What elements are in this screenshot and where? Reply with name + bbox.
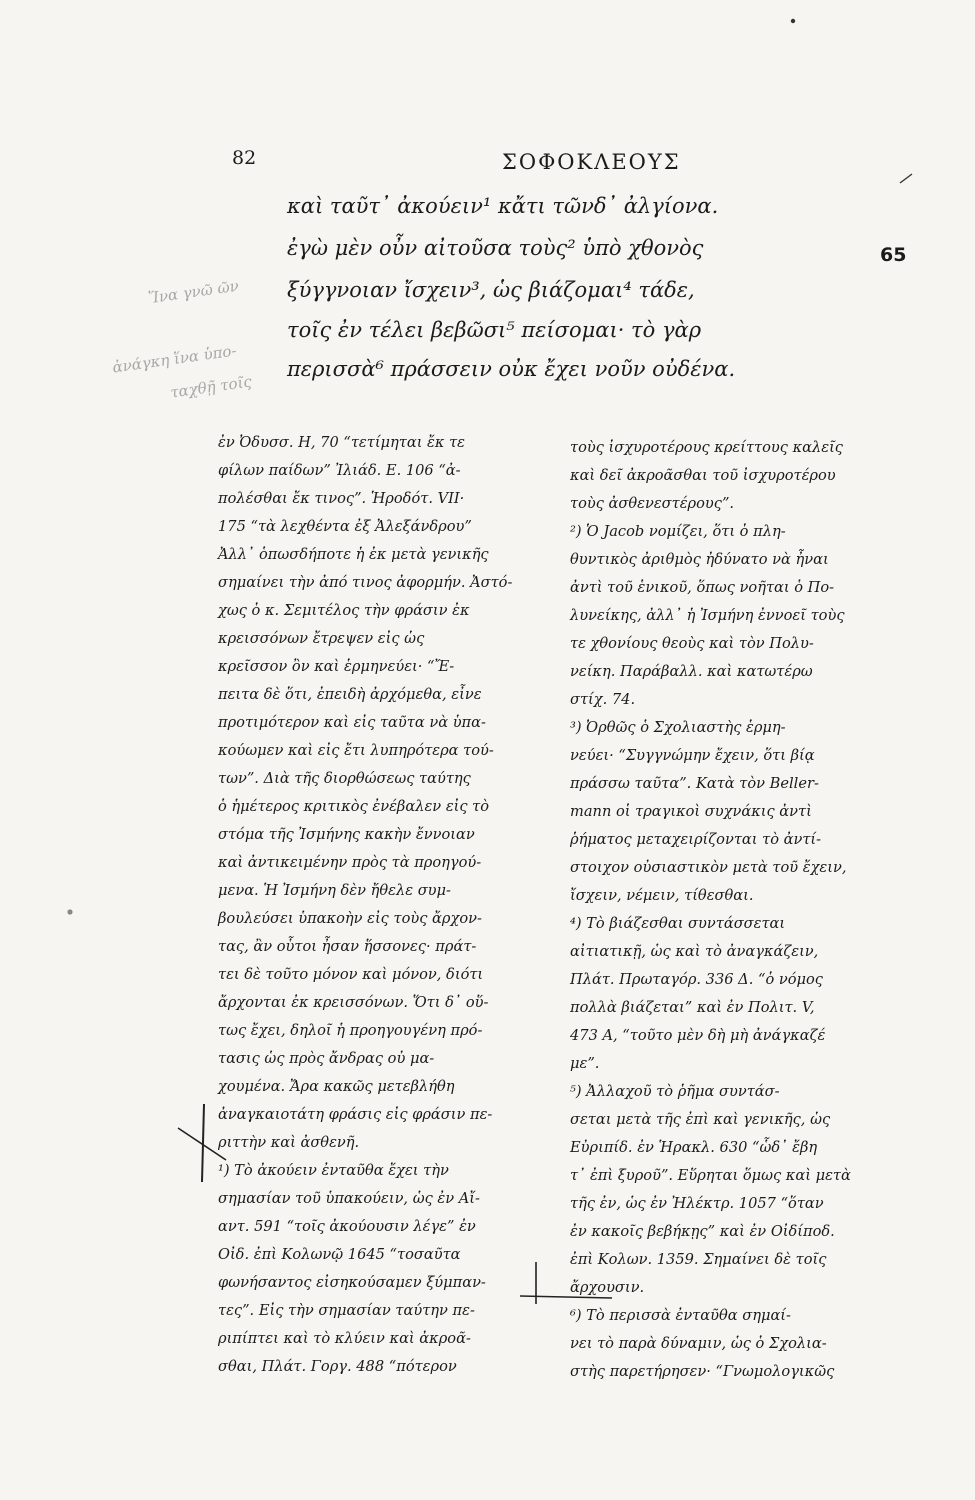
commentary-line: κρεισσόνων ἔτρεψεν εἰς ὡς xyxy=(218,630,425,647)
footnote-line: νείκη. Παράβαλλ. καὶ κατωτέρω xyxy=(570,663,813,680)
verse-line: ἐγὼ μὲν οὖν αἰτοῦσα τοὺς² ὑπὸ χθονὸς xyxy=(287,236,704,260)
verse-line: ξύγγνοιαν ἴσχειν³, ὡς βιάζομαι⁴ τάδε, xyxy=(287,278,695,302)
footnote-line: σθαι, Πλάτ. Γοργ. 488 “πότερον xyxy=(218,1358,457,1375)
footnote-line: Εὐριπίδ. ἐν Ἡρακλ. 630 “ὧδ᾽ ἔβη xyxy=(570,1139,818,1156)
handwritten-margin-note: ταχθῇ τοῖς xyxy=(169,372,253,402)
commentary-line: πειτα δὲ ὅτι, ἐπειδὴ ἀρχόμεθα, εἶνε xyxy=(218,686,482,703)
commentary-line: τει δὲ τοῦτο μόνον καὶ μόνον, διότι xyxy=(218,966,484,983)
footnote-line: πολλὰ βιάζεται” καὶ ἐν Πολιτ. V, xyxy=(570,999,815,1016)
footnote-line: με”. xyxy=(570,1055,600,1072)
footnote-line: ἐν κακοῖς βεβήκῃς” καὶ ἐν Οἰδίποδ. xyxy=(570,1223,835,1240)
ink-dot xyxy=(791,19,795,23)
commentary-line: τασις ὡς πρὸς ἄνδρας οὐ μα- xyxy=(218,1050,435,1067)
footnote-line: ⁵) Ἀλλαχοῦ τὸ ῥῆμα συντάσ- xyxy=(570,1083,780,1100)
commentary-line: τας, ἂν οὗτοι ἦσαν ἥσσονες· πράτ- xyxy=(218,938,477,955)
commentary-line: στόμα τῆς Ἰσμήνης κακὴν ἔννοιαν xyxy=(218,826,475,843)
footnote-line: ⁶) Τὸ περισσὰ ἐνταῦθα σημαί- xyxy=(570,1307,791,1324)
running-head: ΣΟΦΟΚΛΕΟΥΣ xyxy=(502,150,681,174)
commentary-line: βουλεύσει ὑπακοὴν εἰς τοὺς ἄρχον- xyxy=(218,910,482,927)
footnote-line: νεύει· “Συγγνώμην ἔχειν, ὅτι βίᾳ xyxy=(570,747,815,764)
commentary-line: ὁ ἡμέτερος κριτικὸς ἐνέβαλεν εἰς τὸ xyxy=(218,798,490,815)
footnote-line: Οἰδ. ἐπὶ Κολωνῷ 1645 “τοσαῦτα xyxy=(218,1246,461,1263)
footnote-line: στίχ. 74. xyxy=(570,691,636,708)
footnote-line: σεται μετὰ τῆς ἐπὶ καὶ γενικῆς, ὡς xyxy=(570,1111,831,1128)
footnote-line: νει τὸ παρὰ δύναμιν, ὡς ὁ Σχολια- xyxy=(570,1335,827,1352)
commentary-line: καὶ δεῖ ἀκροᾶσθαι τοῦ ἰσχυροτέρου xyxy=(570,467,836,484)
ink-vertical-mark xyxy=(202,1104,204,1182)
footnote-line: αἰτιατικῇ, ὡς καὶ τὸ ἀναγκάζειν, xyxy=(570,943,819,960)
footnote-line: θυντικὸς ἀριθμὸς ἠδύνατο νὰ ἦναι xyxy=(570,551,829,568)
verse-line: τοῖς ἐν τέλει βεβῶσι⁵ πείσομαι· τὸ γὰρ xyxy=(287,318,702,342)
verse-line: περισσὰ⁶ πράσσειν οὐκ ἔχει νοῦν οὐδένα. xyxy=(287,357,736,381)
footnote-line: ριπίπτει καὶ τὸ κλύειν καὶ ἀκροᾶ- xyxy=(218,1330,471,1347)
commentary-line: κούωμεν καὶ εἰς ἔτι λυπηρότερα τού- xyxy=(218,742,494,759)
footnote-line: ἐπὶ Κολων. 1359. Σημαίνει δὲ τοῖς xyxy=(570,1251,827,1268)
ink-dot xyxy=(67,909,72,914)
footnote-line: φωνήσαντος εἰσηκούσαμεν ξύμπαν- xyxy=(218,1274,486,1291)
commentary-right-column xyxy=(570,434,900,1386)
commentary-line: τοὺς ἰσχυροτέρους κρείττους καλεῖς xyxy=(570,439,843,456)
verse-line-number: 65 xyxy=(880,244,907,266)
commentary-line: κρεῖσσον ὂν καὶ ἑρμηνεύει· “Ἔ- xyxy=(218,658,455,675)
footnote-line: ³) Ὀρθῶς ὁ Σχολιαστὴς ἑρμη- xyxy=(570,719,786,736)
commentary-line: φίλων παίδων” Ἰλιάδ. Ε. 106 “ἀ- xyxy=(218,462,461,479)
footnote-line: στοιχον οὐσιαστικὸν μετὰ τοῦ ἔχειν, xyxy=(570,859,847,876)
handwritten-margin-note: Ἵνα γνῶ ῶν xyxy=(147,276,240,308)
commentary-line: ἐν Ὀδυσσ. Η, 70 “τετίμηται ἔκ τε xyxy=(218,434,466,451)
handwritten-margin-note: ἀνάγκη ἵνα ὑπο- xyxy=(111,341,238,377)
commentary-line: σημαίνει τὴν ἀπό τινος ἀφορμήν. Ἀστό- xyxy=(218,574,513,591)
footnote-line: πράσσω ταῦτα”. Κατὰ τὸν Beller- xyxy=(570,775,819,792)
commentary-line: ἄρχονται ἐκ κρεισσόνων. Ὅτι δ᾽ οὕ- xyxy=(218,994,489,1011)
commentary-line: χως ὁ κ. Σεμιτέλος τὴν φράσιν ἐκ xyxy=(218,602,470,619)
footnote-line: 473 Α, “τοῦτο μὲν δὴ μὴ ἀνάγκαζέ xyxy=(570,1027,826,1044)
commentary-line: των”. Διὰ τῆς διορθώσεως ταύτης xyxy=(218,770,471,787)
ink-tick-mark xyxy=(900,174,912,183)
footnote-line: στὴς παρετήρησεν· “Γνωμολογικῶς xyxy=(570,1363,835,1380)
commentary-line: 175 “τὰ λεχθέντα ἐξ Ἀλεξάνδρου” xyxy=(218,518,472,535)
commentary-left-column xyxy=(218,429,544,1381)
commentary-line: ριττὴν καὶ ἀσθενῆ. xyxy=(218,1134,360,1151)
commentary-line: καὶ ἀντικειμένην πρὸς τὰ προηγού- xyxy=(218,854,482,871)
footnote-line: ῥήματος μεταχειρίζονται τὸ ἀντί- xyxy=(570,831,822,848)
verse-line: καὶ ταῦτ᾽ ἀκούειν¹ κἄτι τῶνδ᾽ ἀλγίονα. xyxy=(287,194,719,218)
footnote-line: τε χθονίους θεοὺς καὶ τὸν Πολυ- xyxy=(570,635,814,652)
footnote-line: ἄρχουσιν. xyxy=(570,1279,645,1296)
footnote-line: ἀντὶ τοῦ ἑνικοῦ, ὅπως νοῆται ὁ Πο- xyxy=(570,579,835,596)
footnote-line: τ᾽ ἐπὶ ξυροῦ”. Εὕρηται ὅμως καὶ μετὰ xyxy=(570,1167,851,1184)
page-number: 82 xyxy=(232,147,257,169)
commentary-line: προτιμότερον καὶ εἰς ταῦτα νὰ ὑπα- xyxy=(218,714,486,731)
commentary-line: Ἀλλ᾽ ὁπωσδήποτε ἡ ἐκ μετὰ γενικῆς xyxy=(218,546,489,563)
footnote-line: ἴσχειν, νέμειν, τίθεσθαι. xyxy=(570,887,754,904)
footnote-line: ¹) Τὸ ἀκούειν ἐνταῦθα ἔχει τὴν xyxy=(218,1162,449,1179)
footnote-line: λυνείκης, ἀλλ᾽ ἡ Ἰσμήνη ἐννοεῖ τοὺς xyxy=(570,607,845,624)
footnote-line: Πλάτ. Πρωταγόρ. 336 Δ. “ὁ νόμος xyxy=(570,971,823,988)
footnote-line: τῆς ἐν, ὡς ἐν Ἠλέκτρ. 1057 “ὅταν xyxy=(570,1195,824,1212)
footnote-line: σημασίαν τοῦ ὑπακούειν, ὡς ἐν Αἴ- xyxy=(218,1190,480,1207)
commentary-line: ἀναγκαιοτάτη φράσις εἰς φράσιν πε- xyxy=(218,1106,493,1123)
commentary-line: χουμένα. Ἄρα κακῶς μετεβλήθη xyxy=(218,1078,455,1095)
footnote-line: ²) Ὁ Jacob νομίζει, ὅτι ὁ πλη- xyxy=(570,523,786,540)
footnote-line: τες”. Εἰς τὴν σημασίαν ταύτην πε- xyxy=(218,1302,475,1319)
footnote-line: mann οἱ τραγικοὶ συχνάκις ἀντὶ xyxy=(570,803,812,820)
footnote-line: αντ. 591 “τοῖς ἀκούουσιν λέγε” ἐν xyxy=(218,1218,476,1235)
commentary-line: μενα. Ἡ Ἰσμήνη δὲν ἤθελε συμ- xyxy=(218,882,451,899)
commentary-line: τως ἔχει, δηλοῖ ἡ προηγουγένη πρό- xyxy=(218,1022,483,1039)
commentary-line: πολέσθαι ἔκ τινος”. Ἡροδότ. VII· xyxy=(218,490,465,507)
footnote-line: ⁴) Τὸ βιάζεσθαι συντάσσεται xyxy=(570,915,786,932)
commentary-line: τοὺς ἀσθενεστέρους”. xyxy=(570,495,735,512)
